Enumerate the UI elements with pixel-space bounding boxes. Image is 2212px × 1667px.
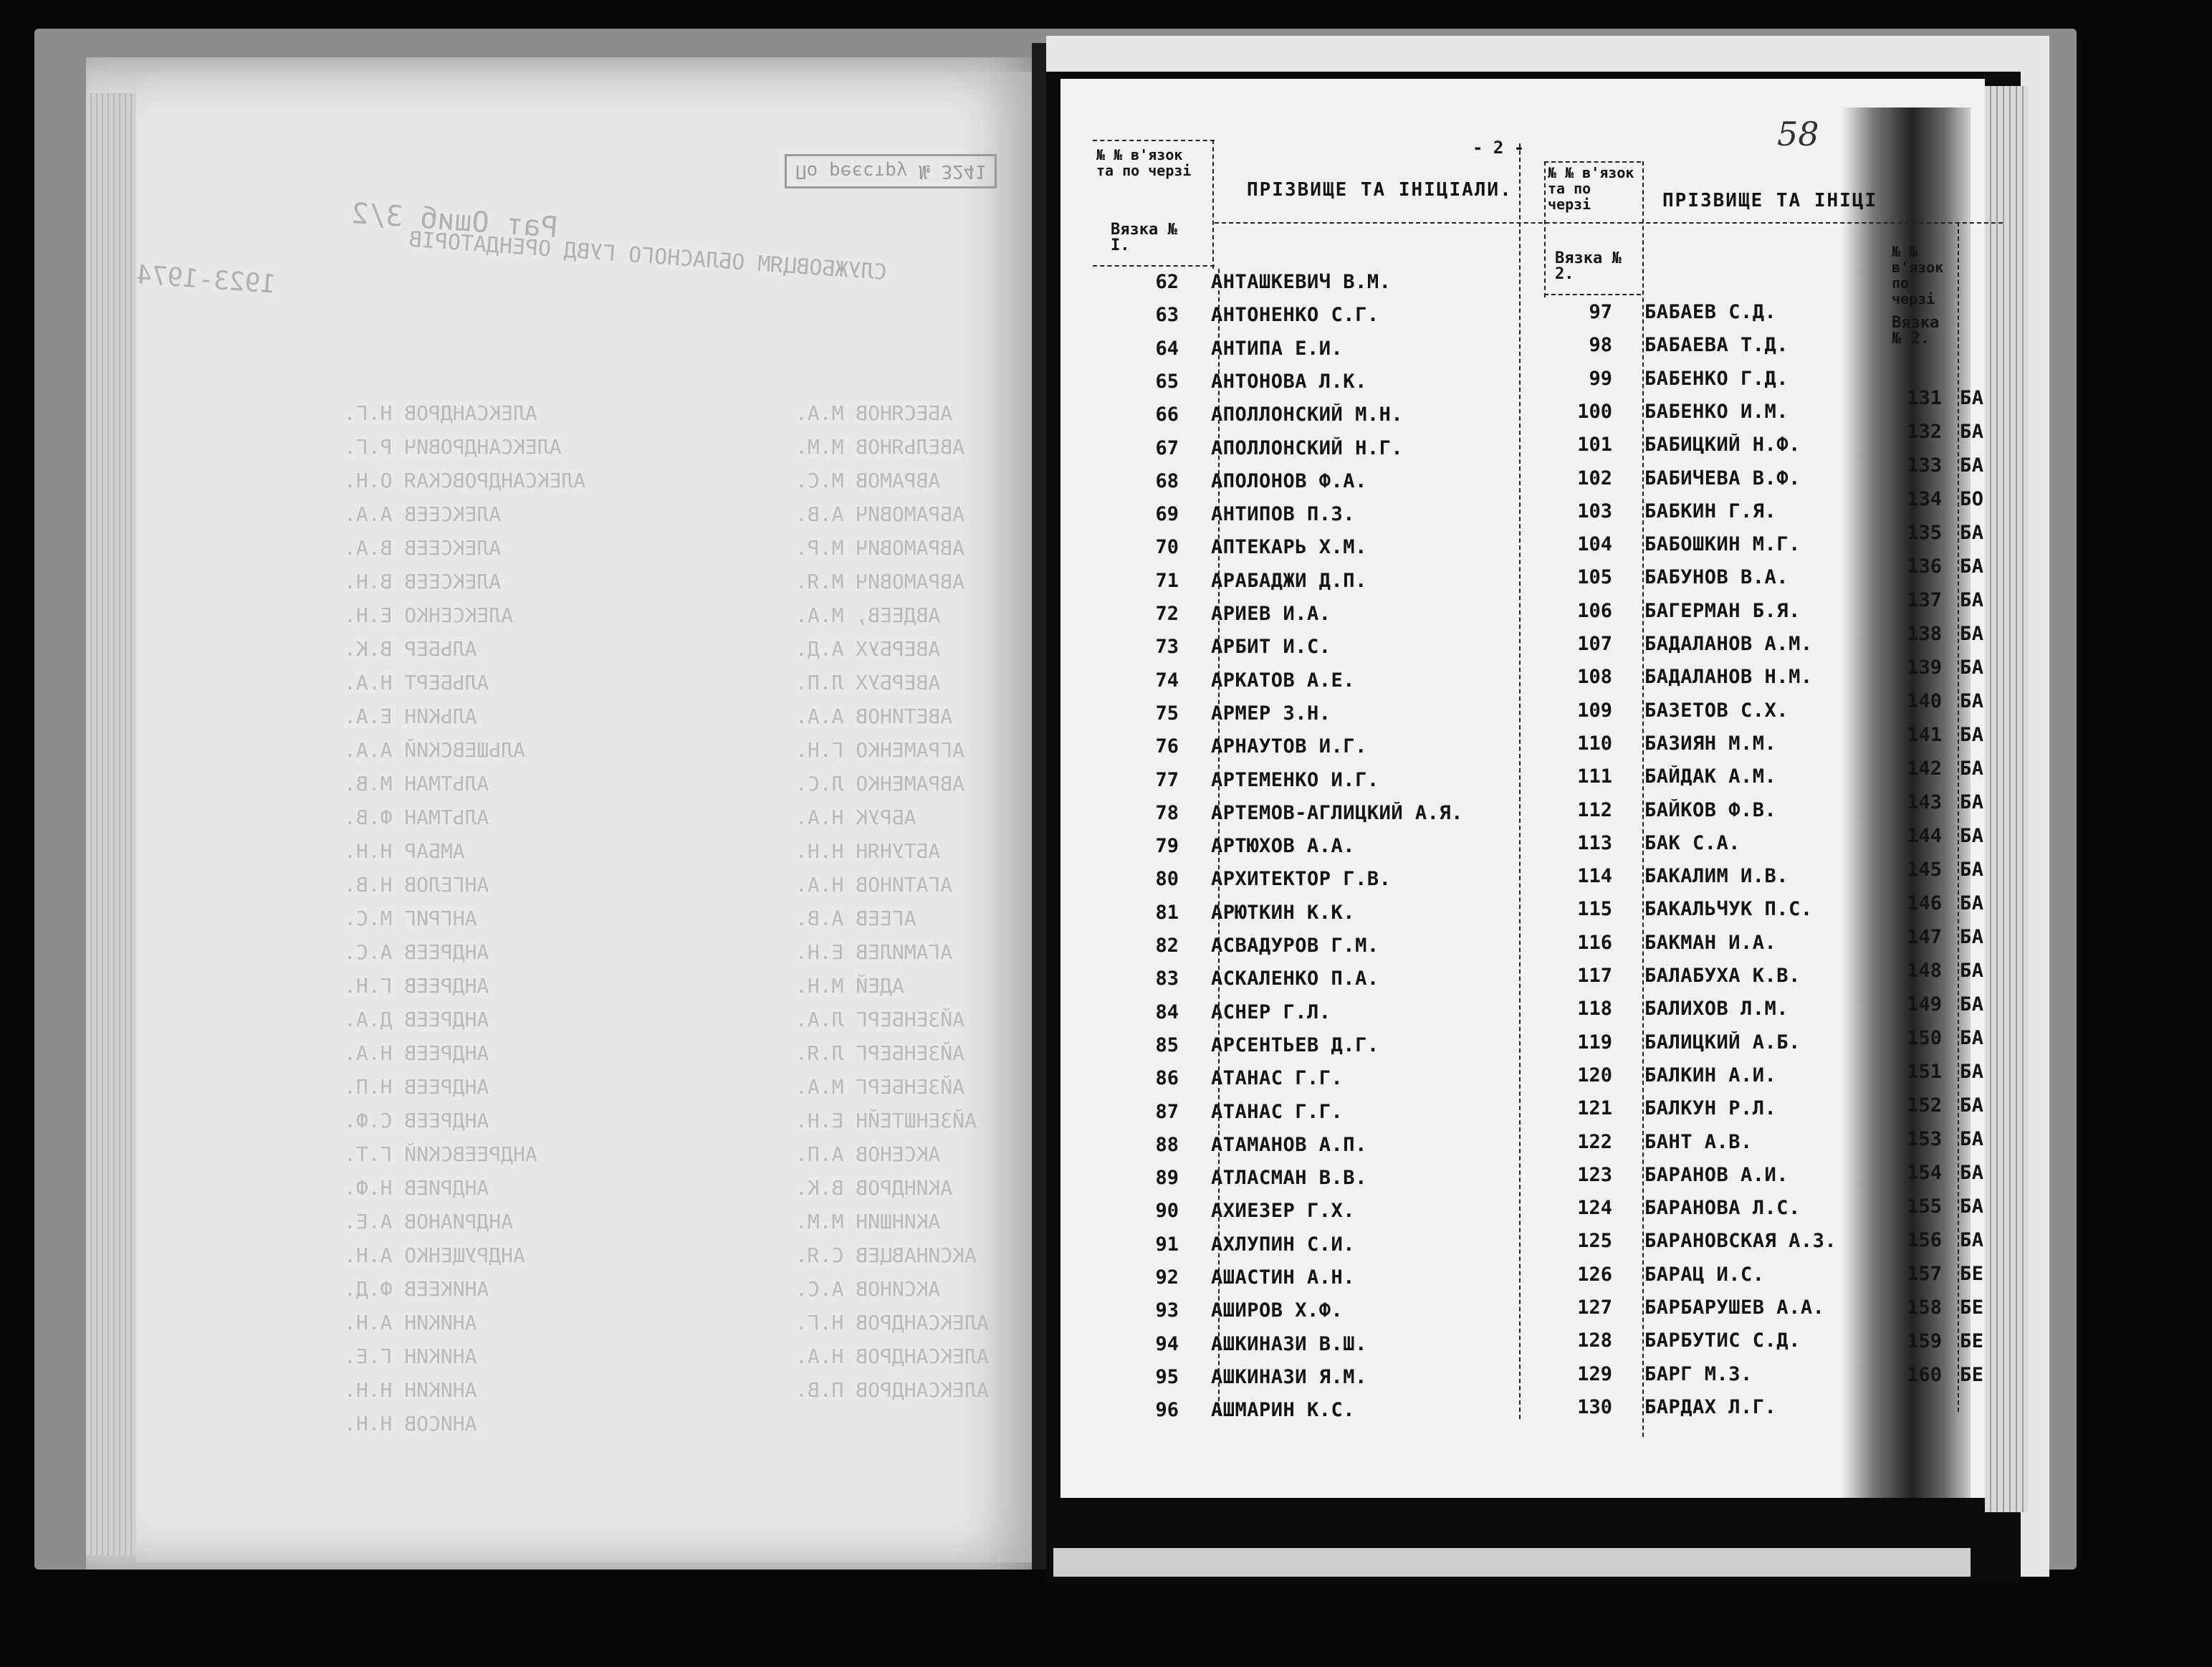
entry-number: 147 [1907,926,1942,948]
entry-number: 142 [1907,758,1942,780]
col2-divider [1642,161,1644,1437]
entry-number: 140 [1907,690,1942,712]
ghost-entry: АЙЗЕНШТЕЙН Е.Н. [795,1109,977,1132]
ghost-entry: АЛЕКСАНДРОВИЧ Р.Г. [344,435,562,459]
ghost-entry: АЛЕКСАНДРОВ П.В. [795,1378,989,1402]
col1-divider [1212,140,1214,269]
entry-number: 114 [1577,865,1612,888]
entry-name: БАРАНОВА Л.С. [1644,1197,1801,1220]
entry-number: 76 [1155,735,1179,758]
entry-name: БАЛАБУХА К.В. [1644,965,1801,987]
entry-name: БАЛКУН Р.Л. [1644,1097,1777,1120]
col1-header-name: ПРІЗВИЩЕ ТА ІНІЦІАЛИ. [1247,179,1513,201]
entry-number: 64 [1155,337,1179,360]
entry-number: 124 [1577,1197,1612,1220]
ghost-entry: АЛЬБЕРТ Н.А. [344,671,489,694]
entry-number: 80 [1155,868,1179,891]
ghost-entry: АМБАР Н.Н. [344,839,465,863]
entry-name: БАБКИН Г.Я. [1644,500,1777,522]
entry-name: БАЛИХОВ Л.М. [1644,998,1789,1021]
entry-name: АШКИНАЗИ Я.М. [1211,1365,1367,1388]
entry-name: БА [1960,387,1984,409]
entry-number: 109 [1577,699,1612,722]
ghost-entry: АЛЕКСЕЕВ А.А. [344,502,502,526]
ghost-entry: АЙЗЕНБЕРГ М.А. [795,1075,965,1099]
entry-name: БЕ [1960,1296,1984,1319]
ghost-entry: АНДРЕЕВ Г.Н. [344,974,489,998]
entry-name: БАБОШКИН М.Г. [1644,533,1801,556]
entry-name: АНТОНОВА Л.К. [1211,370,1367,393]
header-rule [1093,140,1215,141]
ghost-entry: АНДРЕЕВ Н.П. [344,1075,489,1099]
entry-name: АПОЛОНОВ Ф.А. [1211,469,1367,492]
ghost-entry: АЛЕКСЕНКО Е.Н. [344,603,514,627]
entry-number: 113 [1577,831,1612,854]
entry-name: БАКАЛЬЧУК П.С. [1644,898,1813,921]
ghost-entry: АВЕРБУХ Л.П. [795,671,941,694]
entry-number: 88 [1155,1133,1179,1156]
entry-number: 112 [1577,798,1612,821]
entry-number: 117 [1577,965,1612,987]
entry-number: 103 [1577,500,1612,522]
entry-name: АПОЛЛОНСКИЙ М.Н. [1211,403,1404,426]
entry-name: БА [1960,724,1984,746]
entry-name: БА [1960,892,1984,914]
entry-number: 99 [1589,367,1612,390]
ghost-entry: АВРАМЕНКО Л.С. [795,772,965,796]
entry-number: 145 [1907,859,1942,881]
entry-name: БАБАЕВА Т.Д. [1644,334,1789,357]
col2-header-number: № № в'язок та по черзі [1548,164,1634,213]
entry-name: БА [1960,825,1984,847]
entry-name: БАЛКИН А.И. [1644,1064,1777,1086]
ghost-entry: АЛЕКСАНДРОВСКАЯ О.Н. [344,469,586,492]
entry-number: 111 [1577,765,1612,788]
entry-name: БЕ [1960,1364,1984,1386]
entry-number: 128 [1577,1329,1612,1352]
entry-name: БАБЕНКО Г.Д. [1644,367,1789,390]
left-page [136,72,1039,1562]
entry-number: 85 [1155,1033,1179,1056]
entry-number: 84 [1155,1000,1179,1023]
entry-number: 67 [1155,436,1179,459]
page-number: 58 [1777,115,1819,153]
entry-name: АРЮТКИН К.К. [1211,901,1356,924]
ghost-entry: АНИКИН Г.Е. [344,1344,477,1368]
entry-name: БА [1960,623,1984,645]
ghost-entry: АЛЬКИН Е.А. [344,704,477,728]
entry-name: АХИЕЗЕР Г.Х. [1211,1200,1356,1223]
bottom-page-edge [1053,1548,1971,1577]
entry-name: БАДАЛАНОВ Н.М. [1644,666,1813,689]
entry-name: АРНАУТОВ И.Г. [1211,735,1367,758]
ghost-entry: АКСИНАВЦЕВ С.Я. [795,1243,977,1267]
entry-number: 120 [1577,1064,1612,1086]
ghost-entry: АНИКИН А.Н. [344,1311,477,1334]
entry-name: БАНТ А.В. [1644,1130,1753,1153]
entry-number: 115 [1577,898,1612,921]
entry-number: 74 [1155,669,1179,692]
entry-name: АПОЛЛОНСКИЙ Н.Г. [1211,436,1404,459]
entry-number: 148 [1907,960,1942,982]
entry-name: БАЗЕТОВ С.Х. [1644,699,1789,722]
mirrored-title: СЛУЖБОВЦЯМ ОБЛАСНОГО ГУВД ОРЕНДАТОРІВ [408,226,888,286]
entry-name: АХЛУПИН С.И. [1211,1233,1356,1256]
ghost-entry: АНГРИГ М.С. [344,907,477,930]
entry-name: БА [1960,421,1984,443]
entry-name: БАРБУТИС С.Д. [1644,1329,1801,1352]
col2-left-border [1544,161,1546,297]
entry-number: 143 [1907,791,1942,813]
page-marker: - 2 - [1473,138,1525,158]
entry-name: БАГЕРМАН Б.Я. [1644,599,1801,622]
ghost-entry: АЛЕКСАНДРОВ Н.А. [795,1344,989,1368]
entry-number: 149 [1907,993,1942,1016]
entry-number: 125 [1577,1230,1612,1253]
entry-name: БАБИЦКИЙ Н.Ф. [1644,434,1801,457]
entry-number: 108 [1577,666,1612,689]
col3-bundle-label: Вязка № 2. [1892,314,1940,348]
entry-name: БА [1960,758,1984,780]
ghost-entry: АНИКЕЕВ Ф.Д. [344,1277,489,1301]
entry-number: 116 [1577,931,1612,954]
entry-name: БА [1960,1094,1984,1117]
entry-number: 144 [1907,825,1942,847]
entry-name: АШМАРИН К.С. [1211,1399,1356,1422]
entry-name: АРИЕВ И.А. [1211,603,1331,625]
entry-number: 66 [1155,403,1179,426]
entry-number: 72 [1155,603,1179,625]
ghost-entry: АКИНДРОВ В.К. [795,1176,953,1200]
ghost-entry: АНДРИАНОВ А.Е. [344,1210,514,1233]
ghost-entry: АНИСОВ Н.Н. [344,1412,477,1436]
ghost-entry: АВРАМОВИЧ М.Р. [795,536,965,560]
entry-number: 95 [1155,1365,1179,1388]
ghost-entry: АЙЗЕНБЕРГ Л.А. [795,1008,965,1031]
entry-number: 96 [1155,1399,1179,1422]
entry-number: 139 [1907,656,1942,679]
entry-name: БАРБАРУШЕВ А.А. [1644,1296,1825,1319]
entry-number: 159 [1907,1330,1942,1352]
entry-number: 152 [1907,1094,1942,1117]
ghost-entry: АЛЕКСАНДРОВ Н.Г. [795,1311,989,1334]
ghost-entry: АВРАМОВ М.С. [795,469,941,492]
entry-name: АТАНАС Г.Г. [1211,1100,1344,1123]
handwritten-note: Рат Ошиб 3/2 [350,196,560,245]
entry-name: АРТЕМОВ-АГЛИЦКИЙ А.Я. [1211,801,1463,824]
right-page-edges [1985,86,2028,1512]
entry-name: БАЙДАК А.М. [1644,765,1777,788]
entry-name: АНТИПА Е.И. [1211,337,1344,360]
ghost-entry: АГРАМЕНКО Г.Н. [795,738,965,762]
entry-number: 78 [1155,801,1179,824]
entry-name: БА [1960,454,1984,477]
header-rule [1093,265,1215,267]
ghost-entry: АЛЕКСЕЕВ В.Н. [344,570,502,593]
entry-name: БАДАЛАНОВ А.М. [1644,633,1813,655]
entry-name: БАБИЧЕВА В.Ф. [1644,467,1801,489]
ghost-entry: АВРАМОВИЧ М.Я. [795,570,965,593]
registry-stamp: По реєстру № 3241 [785,154,997,188]
ghost-entry: АНИКИН Н.Н. [344,1378,477,1402]
entry-name: АРСЕНТЬЕВ Д.Г. [1211,1033,1379,1056]
ghost-entry: АДЕЙ М.Н. [795,974,904,998]
entry-name: БА [1960,522,1984,544]
entry-name: АРТЕМЕНКО И.Г. [1211,768,1379,791]
entry-number: 110 [1577,732,1612,755]
entry-name: БЕ [1960,1330,1984,1352]
ghost-entry: АВЕЛЬЯНОВ М.М. [795,435,965,459]
entry-number: 63 [1155,304,1179,327]
col2-header-name: ПРІЗВИЩЕ ТА ІНІЦІ [1662,190,1878,211]
entry-number: 160 [1907,1364,1942,1386]
ghost-entry: АБРУК Н.А. [795,806,916,829]
entry-number: 131 [1907,387,1942,409]
ghost-entry: АЙЗЕНБЕРГ Л.Я. [795,1041,965,1065]
entry-name: БАК С.А. [1644,831,1741,854]
ghost-entry: АНДРЕЕВСКИЙ Г.Т. [344,1142,537,1166]
entry-number: 83 [1155,968,1179,990]
entry-name: АРКАТОВ А.Е. [1211,669,1356,692]
entry-name: БА [1960,960,1984,982]
ghost-entry: АВЕТИНОВ А.А. [795,704,953,728]
entry-number: 134 [1907,488,1942,510]
entry-number: 77 [1155,768,1179,791]
ghost-entry: АКСЕНОВ А.П. [795,1142,941,1166]
entry-name: БАБЕНКО И.М. [1644,400,1789,423]
entry-number: 98 [1589,334,1612,357]
entry-name: БАРАЦ И.С. [1644,1263,1765,1286]
entry-name: БА [1960,589,1984,611]
entry-number: 100 [1577,400,1612,423]
entry-name: БАРАНОВ А.И. [1644,1163,1789,1186]
entry-number: 133 [1907,454,1942,477]
entry-number: 71 [1155,569,1179,592]
entry-name: БАБАЕВ С.Д. [1644,301,1777,323]
entry-name: АПТЕКАРЬ Х.М. [1211,536,1367,559]
entry-name: БА [1960,1027,1984,1049]
ghost-entry: АНДРЕЕВ Д.А. [344,1008,489,1031]
col1-bundle-label: Вязка № І. [1111,221,1177,254]
ghost-entry: АКСИНОВ А.С. [795,1277,941,1301]
header-rule [1215,222,2003,224]
entry-number: 150 [1907,1027,1942,1049]
entry-number: 97 [1589,301,1612,323]
entry-number: 87 [1155,1100,1179,1123]
entry-name: БА [1960,1128,1984,1150]
entry-name: БА [1960,1195,1984,1218]
entry-number: 79 [1155,835,1179,858]
col2-bundle-label: Вязка № 2. [1555,249,1622,283]
entry-name: БАБУНОВ В.А. [1644,566,1789,589]
entry-name: АРМЕР З.Н. [1211,702,1331,725]
entry-name: АРХИТЕКТОР Г.В. [1211,868,1392,891]
entry-number: 151 [1907,1061,1942,1083]
ghost-entry: АНДРЕЕВ А.С. [344,940,489,964]
entry-number: 81 [1155,901,1179,924]
entry-number: 92 [1155,1266,1179,1289]
left-page-edges [86,93,136,1555]
entry-number: 137 [1907,589,1942,611]
entry-number: 75 [1155,702,1179,725]
entry-name: БА [1960,1061,1984,1083]
entry-name: АРАБАДЖИ Д.П. [1211,569,1367,592]
entry-name: БА [1960,1162,1984,1184]
col3-header-number: № № в'язок по черзі [1892,243,1944,307]
entry-number: 86 [1155,1067,1179,1090]
entry-number: 68 [1155,469,1179,492]
entry-number: 69 [1155,503,1179,526]
ghost-entry: АГАТИНОВ Н.А. [795,873,953,897]
entry-name: АТАНАС Г.Г. [1211,1067,1344,1090]
ghost-entry: АНДРЕЕВ Н.А. [344,1041,489,1065]
ghost-entry: АНДРИЕВ Н.Ф. [344,1176,489,1200]
entry-number: 93 [1155,1299,1179,1322]
entry-number: 129 [1577,1362,1612,1385]
entry-number: 121 [1577,1097,1612,1120]
entry-number: 62 [1155,271,1179,293]
entry-number: 153 [1907,1128,1942,1150]
entry-number: 146 [1907,892,1942,914]
entry-number: 105 [1577,566,1612,589]
entry-name: БАЛИЦКИЙ А.Б. [1644,1031,1801,1054]
entry-number: 104 [1577,533,1612,556]
entry-name: АСКАЛЕНКО П.А. [1211,968,1379,990]
ghost-entry: АЛЬТМАН М.В. [344,772,489,796]
entry-name: БА [1960,1229,1984,1251]
header-rule [1544,294,1641,295]
ghost-entry: АЛЕКСАНДРОВ Н.Г. [344,401,537,425]
entry-name: АТЛАСМАН В.В. [1211,1167,1367,1190]
entry-name: АСНЕР Г.Л. [1211,1000,1331,1023]
ghost-entry: АКИНШИН М.М. [795,1210,941,1233]
ghost-entry: АНГЕЛОВ Н.В. [344,873,489,897]
entry-name: БА [1960,791,1984,813]
entry-number: 70 [1155,536,1179,559]
entry-name: БАЗИЯН М.М. [1644,732,1777,755]
entry-number: 123 [1577,1163,1612,1186]
header-rule [1544,161,1641,163]
entry-name: БА [1960,859,1984,881]
entry-number: 136 [1907,555,1942,578]
col1-right-border [1519,143,1521,1419]
col1-header-number: № № в'язок та по черзі [1096,146,1192,179]
entry-name: АШКИНАЗИ В.Ш. [1211,1332,1367,1355]
entry-number: 73 [1155,636,1179,659]
ghost-entry: АЛЬШЕВСКИЙ А.А. [344,738,525,762]
ghost-entry: АГАМИЛЕВ Е.Н. [795,940,953,964]
entry-number: 118 [1577,998,1612,1021]
entry-number: 130 [1577,1395,1612,1418]
entry-number: 141 [1907,724,1942,746]
entry-name: АНТАШКЕВИЧ В.М. [1211,271,1392,293]
ghost-entry: АВЕРБУХ А.Д. [795,637,941,661]
entry-number: 138 [1907,623,1942,645]
entry-name: БЕ [1960,1263,1984,1285]
ghost-entry: АГЕЕВ А.В. [795,907,916,930]
entry-number: 102 [1577,467,1612,489]
entry-name: БО [1960,488,1984,510]
entry-number: 156 [1907,1229,1942,1251]
ghost-entry: АЛЬТМАН Ф.В. [344,806,489,829]
handwritten-years: 1923-1974 [135,260,277,300]
entry-number: 157 [1907,1263,1942,1285]
entry-number: 107 [1577,633,1612,655]
ghost-entry: АЛЕКСЕЕВ В.А. [344,536,502,560]
ghost-entry: АБЕСЯНОВ М.А. [795,401,953,425]
entry-name: АСВАДУРОВ Г.М. [1211,935,1379,957]
entry-name: БА [1960,926,1984,948]
entry-number: 106 [1577,599,1612,622]
entry-number: 135 [1907,522,1942,544]
entry-name: БАКМАН И.А. [1644,931,1777,954]
entry-number: 132 [1907,421,1942,443]
entry-name: БАЙКОВ Ф.В. [1644,798,1777,821]
ghost-entry: АНДРУЩЕНКО А.Н. [344,1243,525,1267]
entry-number: 154 [1907,1162,1942,1184]
entry-name: АНТИПОВ П.З. [1211,503,1356,526]
entry-name: БАРГ М.З. [1644,1362,1753,1385]
entry-number: 126 [1577,1263,1612,1286]
entry-name: АШАСТИН А.Н. [1211,1266,1356,1289]
entry-name: БА [1960,656,1984,679]
entry-name: АРТЮХОВ А.А. [1211,835,1356,858]
entry-name: БА [1960,555,1984,578]
entry-number: 127 [1577,1296,1612,1319]
entry-name: БА [1960,690,1984,712]
entry-number: 65 [1155,370,1179,393]
entry-number: 82 [1155,935,1179,957]
entry-name: БАКАЛИМ И.В. [1644,865,1789,888]
entry-number: 155 [1907,1195,1942,1218]
col3-divider [1958,222,1959,1412]
entry-number: 91 [1155,1233,1179,1256]
entry-number: 94 [1155,1332,1179,1355]
entry-name: АНТОНЕНКО С.Г. [1211,304,1379,327]
entry-name: АРБИТ И.С. [1211,636,1331,659]
entry-name: АТАМАНОВ А.П. [1211,1133,1367,1156]
ghost-entry: АВДЕЕВ, М.А. [795,603,941,627]
entry-name: БАРДАХ Л.Г. [1644,1395,1777,1418]
entry-number: 119 [1577,1031,1612,1054]
entry-number: 101 [1577,434,1612,457]
ghost-entry: АБТУНЯН Н.Н. [795,839,941,863]
entry-number: 89 [1155,1167,1179,1190]
entry-number: 90 [1155,1200,1179,1223]
entry-number: 158 [1907,1296,1942,1319]
ghost-entry: АНДРЕЕВ С.Ф. [344,1109,489,1132]
entry-number: 122 [1577,1130,1612,1153]
entry-name: АШИРОВ Х.Ф. [1211,1299,1344,1322]
ghost-entry: АБРАМОВИЧ А.В. [795,502,965,526]
entry-name: БАРАНОВСКАЯ А.З. [1644,1230,1837,1253]
entry-name: БА [1960,993,1984,1016]
ghost-entry: АЛЬБЕР В.К. [344,637,477,661]
